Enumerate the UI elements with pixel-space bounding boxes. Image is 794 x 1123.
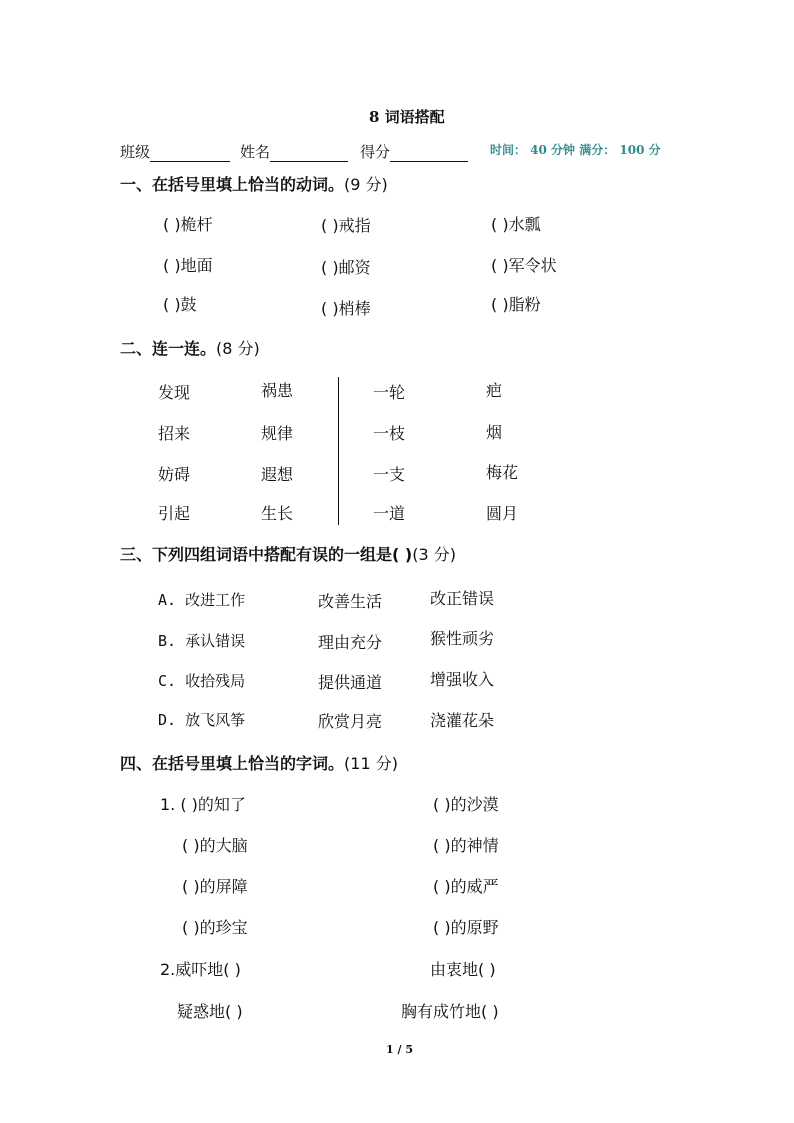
- page-title: 8 词语搭配: [369, 108, 445, 126]
- section2-heading-text: 二、连一连。: [120, 339, 217, 358]
- section3-score: (3 分): [412, 545, 456, 564]
- match-word: 圆月: [486, 504, 519, 523]
- match-word: 祸患: [261, 381, 294, 400]
- fill-item: ( )的大脑: [182, 836, 248, 855]
- match-word: 招来: [158, 424, 191, 443]
- match-word: 发现: [158, 383, 191, 402]
- match-word: 妨碍: [158, 465, 191, 484]
- s1-item: ( )鼓: [163, 295, 197, 314]
- section2-score: (8 分): [216, 339, 260, 358]
- option-word: 欣赏月亮: [318, 712, 383, 731]
- s1-item: ( )水瓢: [491, 215, 541, 234]
- section4-score: (11 分): [344, 754, 398, 773]
- fill-item: 2.威吓地( ): [160, 960, 241, 979]
- match-word: 疤: [486, 381, 503, 400]
- name-label: 姓名: [240, 143, 271, 161]
- match-word: 烟: [486, 423, 503, 442]
- option-word: 增强收入: [430, 670, 495, 689]
- option-d: D. 放飞风筝: [158, 711, 246, 729]
- option-c: C. 收拾残局: [158, 672, 246, 690]
- option-word: 提供通道: [318, 673, 383, 692]
- s1-item: ( )军令状: [491, 256, 557, 275]
- time-info: 时间： 40 分钟 满分： 100 分: [490, 143, 661, 157]
- s1-item: ( )梢棒: [321, 299, 371, 318]
- s1-item: ( )邮资: [321, 258, 371, 277]
- match-word: 一枝: [373, 424, 406, 443]
- s1-item: ( )地面: [163, 256, 213, 275]
- section1-score: (9 分): [344, 175, 388, 194]
- divider-line: [338, 377, 339, 525]
- match-word: 规律: [261, 424, 294, 443]
- match-word: 一轮: [373, 383, 406, 402]
- match-word: 生长: [261, 504, 294, 523]
- section4-heading: [120, 751, 398, 774]
- option-word: 理由充分: [318, 633, 383, 652]
- match-word: 遐想: [261, 465, 294, 484]
- fill-item: 疑惑地( ): [177, 1002, 243, 1021]
- fill-item: ( )的珍宝: [182, 918, 248, 937]
- s1-item: ( )桅杆: [163, 215, 213, 234]
- option-word: 改善生活: [318, 592, 383, 611]
- class-field: [120, 141, 230, 162]
- s1-item: ( )脂粉: [491, 295, 541, 314]
- section3-heading-text: 三、下列四组词语中搭配有误的一组是( ): [120, 545, 413, 564]
- option-b: B. 承认错误: [158, 632, 246, 650]
- page-number: 1 / 5: [386, 1043, 413, 1056]
- fill-item: ( )的威严: [433, 877, 499, 896]
- section1-heading-text: 一、在括号里填上恰当的动词。: [120, 175, 345, 194]
- name-field: [240, 141, 348, 162]
- section3-heading: [120, 542, 456, 565]
- option-word: 改正错误: [430, 589, 495, 608]
- match-word: 梅花: [486, 463, 519, 482]
- match-word: 一道: [373, 504, 406, 523]
- fill-item: ( )的原野: [433, 918, 499, 937]
- fill-item: ( )的神情: [433, 836, 499, 855]
- section2-heading: [120, 336, 260, 359]
- section1-heading: [120, 172, 388, 195]
- score-label: 得分: [360, 143, 391, 161]
- score-field: [360, 141, 468, 162]
- match-word: 引起: [158, 504, 191, 523]
- match-word: 一支: [373, 465, 406, 484]
- option-word: 浇灌花朵: [430, 711, 495, 730]
- class-label: 班级: [120, 143, 151, 161]
- fill-item: 胸有成竹地( ): [401, 1002, 499, 1021]
- option-a: A. 改进工作: [158, 591, 246, 609]
- fill-item: ( )的沙漠: [433, 795, 499, 814]
- section4-heading-text: 四、在括号里填上恰当的字词。: [120, 754, 345, 773]
- option-word: 猴性顽劣: [430, 629, 495, 648]
- s1-item: ( )戒指: [321, 216, 371, 235]
- fill-item: ( )的屏障: [182, 877, 248, 896]
- fill-item: 1. ( )的知了: [160, 795, 246, 814]
- fill-item: 由衷地( ): [430, 960, 496, 979]
